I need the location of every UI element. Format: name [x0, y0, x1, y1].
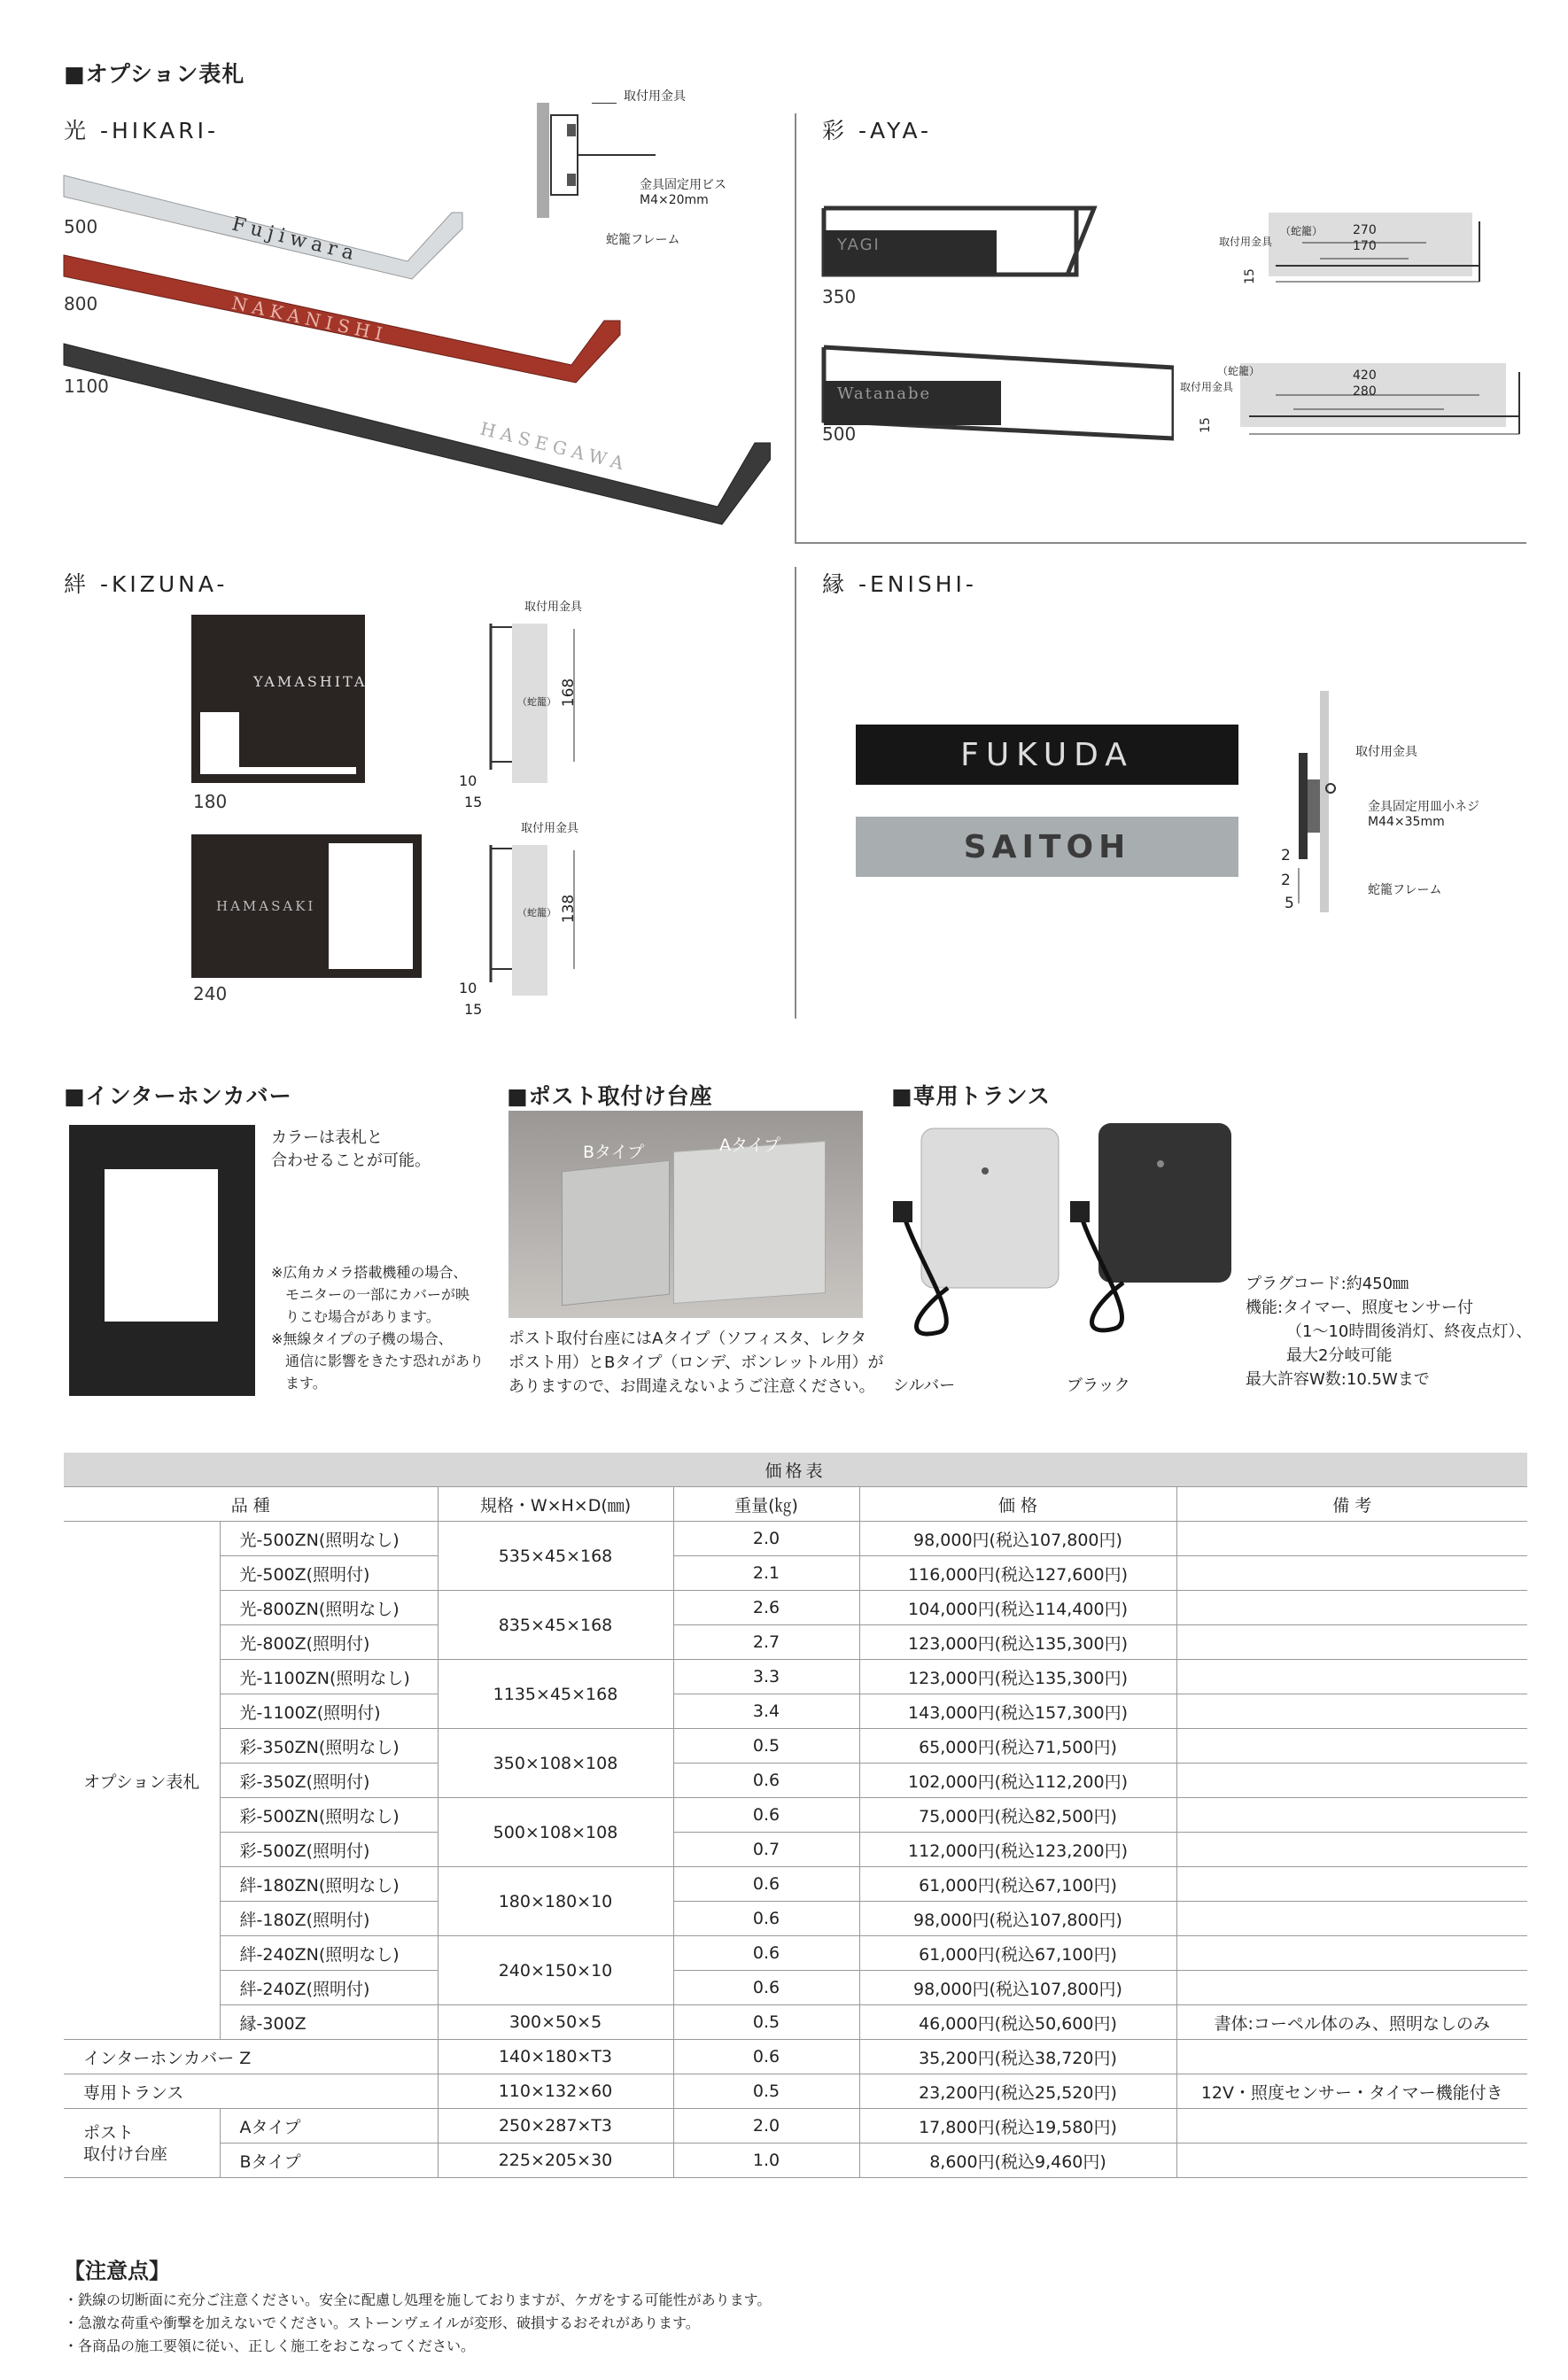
table-row: Bタイプ 225×205×30 1.0 8,600円(税込9,460円)	[64, 2144, 1527, 2178]
aya-d1-gabion: （蛇籠）	[1280, 225, 1323, 237]
aya-illustration	[819, 204, 1174, 461]
intercom-caution-note: ※広角カメラ搭載機種の場合、 モニターの一部にカバーが映 りこむ場合があります。 ※無線タイプの子機の場合、 通信に影響をきたす恐れがあり ます。	[271, 1264, 485, 1392]
kizuna-d2-gabion: （蛇籠）	[517, 907, 556, 919]
aya-size-350: 350	[822, 286, 857, 307]
hikari-size-800: 800	[64, 293, 98, 314]
trans-black-label: ブラック	[1067, 1376, 1130, 1395]
table-row: オプション表札 光-500ZN(照明なし) 535×45×168 2.0 98,000円(税込107,800円)	[64, 1522, 1527, 1556]
kizuna-d2-d2: 15	[464, 1001, 483, 1018]
hikari-label-bracket: 取付用金具	[624, 89, 686, 104]
intercom-color-note: カラーは表札と 合わせることが可能。	[271, 1128, 431, 1170]
hikari-name-1: Fujiwara	[229, 213, 361, 267]
kizuna-plate-240	[191, 834, 422, 978]
kizuna-d1-bracket: 取付用金具	[524, 601, 583, 614]
table-row: 光-1100ZN(照明なし) 1135×45×168 3.3 123,000円(税込135,300円)	[64, 1660, 1527, 1694]
caution-item: ・各商品の施工要領に従い、正しく施工をおこなってください。	[64, 2337, 476, 2354]
aya-title: 彩 -AYA-	[822, 118, 933, 143]
table-row: 絆-180ZN(照明なし) 180×180×10 0.6 61,000円(税込67,100円)	[64, 1867, 1527, 1902]
kizuna-d1-h: 168	[560, 678, 578, 708]
table-row: 絆-240ZN(照明なし) 240×150×10 0.6 61,000円(税込67,100円)	[64, 1936, 1527, 1971]
group-option-plate: オプション表札	[64, 1522, 220, 2040]
enishi-mount-diagram	[1267, 691, 1355, 921]
kizuna-d2-bracket: 取付用金具	[521, 822, 579, 835]
price-table	[64, 1453, 1527, 2178]
hikari-name-3: HASEGAWA	[477, 417, 632, 476]
hikari-mount-diagram	[532, 97, 673, 248]
kizuna-name-2: HAMASAKI	[216, 898, 316, 914]
aya-d1-w1: 270	[1353, 223, 1377, 237]
kizuna-plate-180	[191, 615, 368, 783]
enishi-name-2: SAITOH	[963, 828, 1131, 865]
caution-item: ・鉄線の切断面に充分ご注意ください。安全に配慮し処理を施しておりますが、ケガをする可能性があります。	[64, 2291, 772, 2308]
col-header-note: 備 考	[1176, 1487, 1527, 1522]
enishi-name-1: FUKUDA	[960, 736, 1134, 773]
post-base-type-a: Aタイプ	[719, 1136, 781, 1155]
table-row: 彩-500ZN(照明なし) 500×108×108 0.6 75,000円(税込82,500円)	[64, 1798, 1527, 1833]
table-row: インターホンカバー Z 140×180×T3 0.6 35,200円(税込38,720円)	[64, 2040, 1527, 2074]
col-header-type: 品 種	[64, 1487, 438, 1522]
intercom-cover-image	[69, 1125, 255, 1396]
aya-d2-w2: 280	[1353, 384, 1377, 399]
enishi-d2: 2	[1281, 872, 1291, 889]
kizuna-d1-d2: 15	[464, 794, 483, 810]
aya-name-2: Watanabe	[837, 384, 932, 403]
post-base-photo	[508, 1111, 863, 1318]
enishi-title: 縁 -ENISHI-	[822, 571, 977, 597]
kizuna-size-240: 240	[193, 983, 228, 1004]
trans-silver-label: シルバー	[893, 1376, 956, 1395]
kizuna-d1-gabion: （蛇籠）	[517, 696, 556, 708]
post-base-type-b: Bタイプ	[583, 1143, 645, 1162]
table-row: 彩-350Z(照明付) 0.6 102,000円(税込112,200円)	[64, 1764, 1527, 1798]
hikari-label-frame: 蛇籠フレーム	[606, 233, 680, 247]
kizuna-name-1: YAMASHITA	[253, 673, 368, 690]
divider-horizontal-right	[795, 542, 1526, 544]
hikari-label-screw-size: M4×20mm	[640, 193, 709, 207]
aya-d1-bracket: 取付用金具	[1219, 236, 1273, 248]
enishi-label-frame: 蛇籠フレーム	[1368, 883, 1442, 897]
enishi-label-bracket: 取付用金具	[1355, 745, 1417, 759]
kizuna-title: 絆 -KIZUNA-	[64, 571, 229, 597]
kizuna-d2-h: 138	[560, 894, 578, 924]
hikari-size-1100: 1100	[64, 376, 109, 397]
table-row: 専用トランス 110×132×60 0.5 23,200円(税込25,520円) 12V・照度センサー・タイマー機能付き	[64, 2074, 1527, 2109]
table-row: 光-800ZN(照明なし) 835×45×168 2.6 104,000円(税込114,400円)	[64, 1591, 1527, 1625]
intercom-heading: ■インターホンカバー	[64, 1083, 292, 1109]
enishi-d1: 2	[1281, 847, 1291, 864]
divider-vertical-bottom	[795, 567, 796, 1019]
hikari-name-2: NAKANISHI	[229, 291, 390, 346]
aya-size-500: 500	[822, 423, 857, 445]
group-trans: 専用トランス	[64, 2074, 438, 2109]
caution-title: 【注意点】	[64, 2259, 170, 2283]
kizuna-d2-d1: 10	[459, 980, 477, 996]
trans-heading: ■専用トランス	[891, 1083, 1051, 1109]
aya-d1-h: 15	[1242, 268, 1257, 284]
table-row: 絆-180Z(照明付) 0.6 98,000円(税込107,800円)	[64, 1902, 1527, 1936]
table-row: 光-1100Z(照明付) 3.4 143,000円(税込157,300円)	[64, 1694, 1527, 1729]
table-row: ポスト 取付け台座 Aタイプ 250×287×T3 2.0 17,800円(税込19,580円)	[64, 2109, 1527, 2144]
kizuna-size-180: 180	[193, 791, 228, 812]
table-row: 光-800Z(照明付) 2.7 123,000円(税込135,300円)	[64, 1625, 1527, 1660]
aya-name-1: YAGI	[837, 236, 881, 254]
col-header-price: 価 格	[859, 1487, 1176, 1522]
enishi-d3: 5	[1285, 895, 1294, 912]
trans-spec-note: プラグコード:約450㎜ 機能:タイマー、照度センサー付 （1〜10時間後消灯、終夜点灯）、 最大2分岐可能 最大許容W数:10.5Wまで	[1246, 1275, 1533, 1389]
price-table-caption: 価格表	[64, 1453, 1527, 1487]
aya-d2-gabion: （蛇籠）	[1217, 365, 1261, 377]
enishi-plate-black	[856, 725, 1238, 785]
caution-item: ・急激な荷重や衝撃を加えないでください。ストーンヴェイルが変形、破損するおそれがあります。	[64, 2314, 700, 2331]
table-row: 絆-240Z(照明付) 0.6 98,000円(税込107,800円)	[64, 1971, 1527, 2005]
divider-vertical-top	[795, 113, 796, 542]
post-base-heading: ■ポスト取付け台座	[507, 1083, 713, 1109]
enishi-label-screw-size: M44×35mm	[1368, 815, 1445, 829]
enishi-label-screw: 金具固定用皿小ネジ	[1368, 800, 1479, 814]
group-intercom: インターホンカバー Z	[64, 2040, 438, 2074]
aya-d2-h: 15	[1198, 417, 1213, 433]
group-post-base: ポスト 取付け台座	[64, 2109, 220, 2178]
table-row: 光-500Z(照明付) 2.1 116,000円(税込127,600円)	[64, 1556, 1527, 1591]
table-row: 彩-350ZN(照明なし) 350×108×108 0.5 65,000円(税込71,500円)	[64, 1729, 1527, 1764]
table-row: 縁-300Z 300×50×5 0.5 46,000円(税込50,600円) 書体:コーペル体のみ、照明なしのみ	[64, 2005, 1527, 2040]
col-header-weight: 重量(㎏)	[673, 1487, 859, 1522]
kizuna-d1-d1: 10	[459, 772, 477, 789]
caution-list	[64, 2289, 771, 2358]
aya-d2-bracket: 取付用金具	[1180, 381, 1234, 393]
table-row: 彩-500Z(照明付) 0.7 112,000円(税込123,200円)	[64, 1833, 1527, 1867]
hikari-title: 光 -HIKARI-	[64, 118, 219, 143]
hikari-label-screw: 金具固定用ビス	[640, 178, 726, 192]
col-header-spec: 規格・W×H×D(㎜)	[438, 1487, 673, 1522]
post-base-note: ポスト取付台座にはAタイプ（ソフィスタ、レクタ ポスト用）とBタイプ（ロンデ、ボンレットル用）が ありますので、お間違えないようご注意ください。	[508, 1330, 884, 1396]
trans-images	[886, 1120, 1258, 1359]
hikari-size-500: 500	[64, 216, 98, 237]
option-plate-heading: ■オプション表札	[64, 61, 245, 87]
aya-d2-w1: 420	[1353, 368, 1377, 383]
enishi-plate-silver	[856, 817, 1238, 877]
aya-d1-w2: 170	[1353, 239, 1377, 253]
